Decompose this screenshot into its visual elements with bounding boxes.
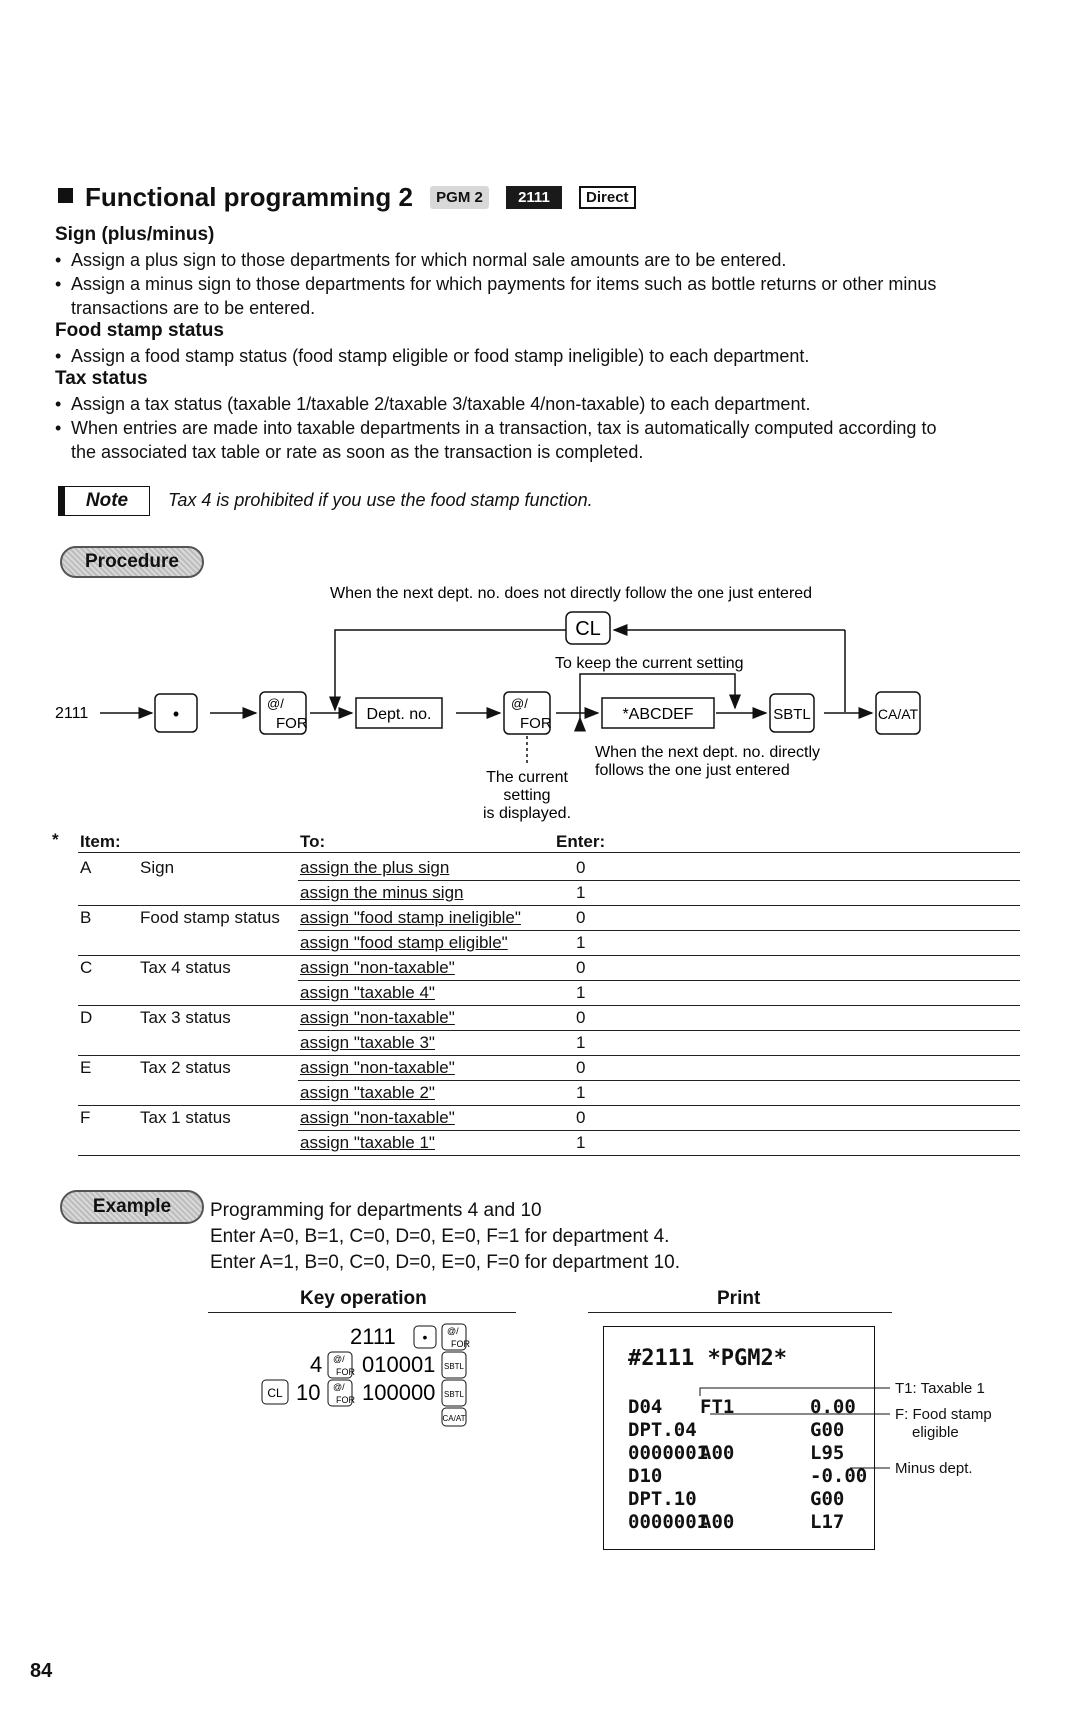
row-enter-value-1: 0 (576, 1008, 586, 1027)
key-op-l3-val: 100000 (362, 1380, 436, 1405)
receipt-left: DPT.10 (628, 1488, 697, 1510)
table-sub-rule (298, 980, 1020, 981)
for-key-2 (504, 692, 552, 734)
section-title (58, 182, 636, 213)
bullet-tax-2: • When entries are made into taxable departments in a transaction, tax is automatically computed according to (55, 418, 937, 438)
table-row-rule (78, 1005, 1020, 1006)
svg-text:CA/AT: CA/AT (877, 706, 919, 722)
row-enter-value-2: 1 (576, 983, 586, 1002)
row-enter-value-2: 1 (576, 1133, 586, 1152)
row-enter-value-2: 1 (576, 1083, 586, 1102)
receipt-left: 0000001 (628, 1511, 709, 1533)
abcdef-box (602, 698, 714, 728)
row-to-option-2: assign "food stamp eligible" (300, 933, 508, 952)
row-enter-value-1: 0 (576, 1058, 586, 1077)
row-to-option-1: assign "food stamp ineligible" (300, 908, 521, 927)
print-header: Print (717, 1288, 761, 1309)
row-item-name: Food stamp status (140, 908, 280, 927)
mode-tag: PGM 2 (430, 186, 489, 209)
table-row-rule (78, 1105, 1020, 1106)
caption-next-2: follows the one just entered (595, 762, 790, 779)
receipt-mid: A00 (700, 1511, 735, 1533)
svg-text:FOR: FOR (451, 1339, 470, 1349)
receipt-right: -0.00 (810, 1465, 868, 1487)
svg-text:•: • (422, 1329, 428, 1345)
procedure-diagram (0, 580, 1080, 830)
key-op-rule (208, 1312, 516, 1313)
table-header-rule (78, 852, 1020, 853)
svg-text:Dept. no.: Dept. no. (366, 706, 432, 723)
receipt-right: L17 (810, 1511, 845, 1533)
svg-text:@/: @/ (267, 696, 284, 711)
row-letter: B (80, 908, 92, 927)
receipt-left: D10 (628, 1465, 663, 1487)
svg-text:FOR: FOR (336, 1395, 355, 1405)
key-op-l2-pre: 4 (310, 1352, 323, 1377)
caption-current-3: is displayed. (482, 805, 572, 822)
table-sub-rule (298, 1130, 1020, 1131)
caption-keep: To keep the current setting (555, 655, 744, 672)
row-to-option-2: assign "taxable 3" (300, 1033, 435, 1052)
bullet-food-1: • Assign a food stamp status (food stamp eligible or food stamp ineligible) to each department. (55, 346, 810, 366)
example-line-1: Programming for departments 4 and 10 (210, 1200, 542, 1221)
row-enter-value-1: 0 (576, 958, 586, 977)
caption-not-follow: When the next dept. no. does not directly follow the one just entered (330, 585, 813, 602)
svg-text:@/: @/ (333, 1354, 345, 1364)
svg-text:FOR: FOR (276, 715, 308, 732)
key-op-l2-val: 010001 (362, 1352, 436, 1377)
title-text: Functional programming 2 (85, 182, 413, 212)
print-rule (588, 1312, 892, 1313)
row-item-name: Tax 3 status (140, 1008, 231, 1027)
procedure-pill: Procedure (60, 546, 204, 578)
header-enter: Enter: (556, 832, 606, 851)
row-to-option-1: assign "non-taxable" (300, 958, 455, 977)
svg-text:FOR: FOR (336, 1367, 355, 1377)
table-sub-rule (298, 930, 1020, 931)
svg-text:@/: @/ (447, 1326, 459, 1336)
note-text: Tax 4 is prohibited if you use the food stamp function. (168, 490, 593, 510)
header-to: To: (300, 832, 326, 851)
row-enter-value-2: 1 (576, 883, 586, 902)
receipt-left: D04 (628, 1396, 663, 1418)
bullet-sign-2-cont: transactions are to be entered. (71, 298, 316, 318)
square-bullet-icon (58, 188, 73, 203)
svg-text:CL: CL (267, 1386, 283, 1400)
callout-minus: Minus dept. (895, 1460, 973, 1477)
dot-key (155, 694, 197, 732)
example-line-3: Enter A=1, B=0, C=0, D=0, E=0, F=0 for department 10. (210, 1252, 681, 1273)
row-enter-value-1: 0 (576, 1108, 586, 1127)
receipt-right: G00 (810, 1488, 845, 1510)
row-item-name: Tax 4 status (140, 958, 231, 977)
row-letter: E (80, 1058, 92, 1077)
row-to-option-1: assign "non-taxable" (300, 1008, 455, 1027)
receipt-right: G00 (810, 1419, 845, 1441)
row-letter: F (80, 1108, 91, 1127)
row-to-option-1: assign "non-taxable" (300, 1058, 455, 1077)
receipt-mid: A00 (700, 1442, 735, 1464)
row-item-name: Tax 1 status (140, 1108, 231, 1127)
direct-tag: Direct (579, 186, 636, 209)
row-letter: A (80, 858, 92, 877)
heading-sign: Sign (plus/minus) (55, 224, 215, 245)
callout-t1: T1: Taxable 1 (895, 1380, 985, 1397)
table-sub-rule (298, 1080, 1020, 1081)
key-op-l3-pre: 10 (296, 1380, 321, 1405)
row-enter-value-1: 0 (576, 908, 586, 927)
svg-text:SBTL: SBTL (773, 706, 811, 723)
svg-text:SBTL: SBTL (443, 1390, 465, 1399)
caat-key (876, 692, 920, 734)
dept-no-box (356, 698, 442, 728)
table-row-rule (78, 905, 1020, 906)
cl-key (566, 612, 610, 644)
example-line-2: Enter A=0, B=1, C=0, D=0, E=0, F=1 for department 4. (210, 1226, 670, 1247)
heading-tax: Tax status (55, 368, 148, 389)
callout-f2: eligible (912, 1424, 959, 1441)
table-sub-rule (298, 880, 1020, 881)
note-label: Note (58, 486, 150, 516)
bullet-sign-1: • Assign a plus sign to those departments for which normal sale amounts are to be entered. (55, 250, 787, 270)
svg-text:CA/AT: CA/AT (442, 1414, 466, 1423)
receipt-title: #2111 *PGM2* (628, 1346, 787, 1371)
receipt-mid: FT1 (700, 1396, 735, 1418)
table-row-rule (78, 1055, 1020, 1056)
table-sub-rule (298, 1030, 1020, 1031)
start-code: 2111 (55, 705, 89, 722)
page-number: 84 (30, 1660, 53, 1682)
row-to-option-1: assign the plus sign (300, 858, 450, 877)
svg-text:•: • (172, 704, 180, 724)
row-enter-value-1: 0 (576, 858, 586, 877)
example-pill: Example (60, 1190, 204, 1224)
bullet-sign-2: • Assign a minus sign to those departments for which payments for items such as bottle returns or other minus (55, 274, 937, 294)
sbtl-key (770, 694, 814, 732)
bullet-tax-2-cont: the associated tax table or rate as soon as the transaction is completed. (71, 442, 644, 462)
receipt-left: 0000001 (628, 1442, 709, 1464)
svg-text:*ABCDEF: *ABCDEF (622, 706, 694, 723)
svg-text:CL: CL (575, 618, 601, 640)
row-letter: D (80, 1008, 93, 1027)
key-operation-header: Key operation (300, 1288, 427, 1309)
for-key-1 (260, 692, 308, 734)
svg-text:FOR: FOR (520, 715, 552, 732)
row-to-option-2: assign the minus sign (300, 883, 464, 902)
key-op-code: 2111 (350, 1324, 396, 1349)
receipt-right: 0.00 (810, 1396, 856, 1418)
svg-text:@/: @/ (333, 1382, 345, 1392)
row-item-name: Tax 2 status (140, 1058, 231, 1077)
svg-text:@/: @/ (511, 696, 528, 711)
table-row-rule (78, 955, 1020, 956)
caption-current-2: setting (503, 787, 551, 804)
table-row-rule (78, 1155, 1020, 1156)
row-to-option-1: assign "non-taxable" (300, 1108, 455, 1127)
bullet-tax-1: • Assign a tax status (taxable 1/taxable 2/taxable 3/taxable 4/non-taxable) to each department. (55, 394, 811, 414)
row-to-option-2: assign "taxable 4" (300, 983, 435, 1002)
caption-next-1: When the next dept. no. directly (595, 744, 821, 761)
row-to-option-2: assign "taxable 1" (300, 1133, 435, 1152)
table-asterisk: * (52, 830, 59, 849)
key-operation (250, 1318, 490, 1428)
svg-text:SBTL: SBTL (443, 1362, 465, 1371)
row-letter: C (80, 958, 93, 977)
callout-f1: F: Food stamp (895, 1406, 992, 1423)
caption-current-1: The current (486, 769, 568, 786)
header-item: Item: (80, 832, 121, 851)
row-item-name: Sign (140, 858, 175, 877)
row-to-option-2: assign "taxable 2" (300, 1083, 435, 1102)
row-enter-value-2: 1 (576, 933, 586, 952)
receipt-left: DPT.04 (628, 1419, 697, 1441)
heading-food: Food stamp status (55, 320, 224, 341)
row-enter-value-2: 1 (576, 1033, 586, 1052)
receipt-right: L95 (810, 1442, 845, 1464)
code-tag: 2111 (506, 186, 562, 209)
